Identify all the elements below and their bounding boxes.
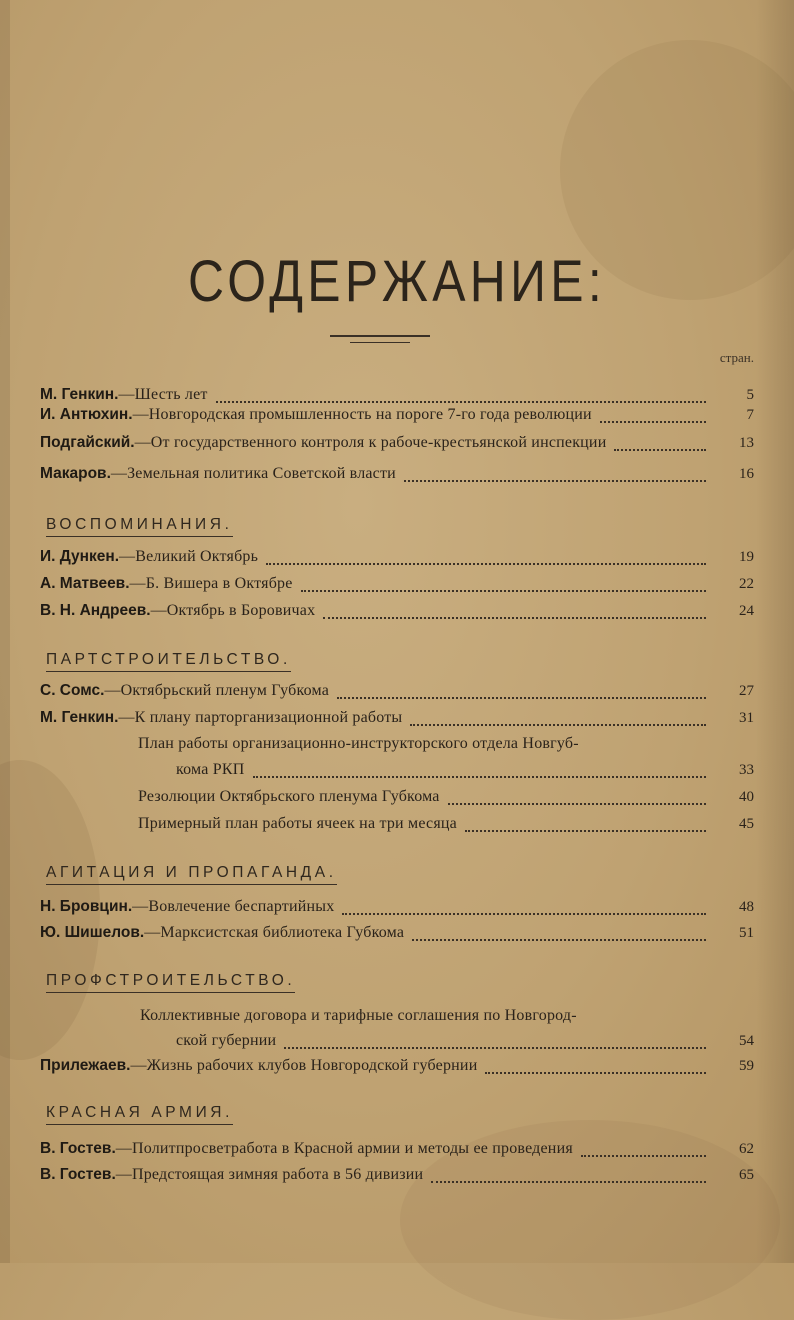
entry-title: —Жизнь рабочих клубов Новгородской губернии [130,1057,478,1074]
leader-dots [431,1173,706,1183]
entry-title: —Шесть лет [118,386,208,403]
toc-entry [176,1032,754,1056]
entry-author: И. Антюхин. [40,406,133,423]
toc-entry [40,602,754,626]
toc-entry [40,434,754,458]
page-column-header: стран. [719,350,754,365]
toc-entry [40,1057,754,1081]
toc-entry [40,682,754,706]
section-heading: ПАРТСТРОИТЕЛЬСТВО. [46,651,291,672]
entry-page: 13 [739,435,754,451]
entry-page: 19 [739,549,754,565]
entry-title: —Предстоящая зимняя работа в 56 дивизии [115,1166,424,1183]
leader-dots [465,822,706,832]
entry-page: 22 [739,576,754,592]
entry-page: 54 [739,1033,754,1049]
entry-page: 31 [739,710,754,726]
entry-title: Коллективные договора и тарифные соглашения по Новгород- [140,1007,577,1024]
toc-entry [40,924,754,948]
entry-author: М. Генкин. [40,386,119,403]
entry-title: —Вовлечение беспартийных [132,898,335,915]
leader-dots [323,609,706,619]
entry-title: —Великий Октябрь [119,548,259,565]
entry-author: В. Гостев. [40,1140,116,1157]
title-divider [330,335,430,337]
toc-entry [40,709,754,733]
entry-author: С. Сомс. [40,682,105,699]
leader-dots [410,716,706,726]
entry-page: 40 [739,789,754,805]
entry-author: В. Н. Андреев. [40,602,151,619]
entry-page: 5 [746,387,754,403]
entry-page: 16 [739,466,754,482]
toc-entry [40,1140,754,1164]
entry-title: —От государственного контроля к рабоче-крестьянской инспекции [134,434,607,451]
toc-entry [138,788,754,812]
toc-entry [40,898,754,922]
entry-title: —Октябрьский пленум Губкома [104,682,330,699]
leader-dots [266,555,706,565]
section-heading: ПРОФСТРОИТЕЛЬСТВО. [46,972,295,993]
entry-page: 62 [739,1141,754,1157]
leader-dots [301,582,706,592]
section-heading: АГИТАЦИЯ И ПРОПАГАНДА. [46,864,337,885]
entry-page: 51 [739,925,754,941]
toc-entry [176,761,754,785]
leader-dots [485,1064,706,1074]
toc-entry [40,548,754,572]
entry-author: Н. Бровцин. [40,898,133,915]
toc-entry [40,406,754,430]
entry-title: —Октябрь в Боровичах [150,602,316,619]
entry-author: Прилежаев. [40,1057,131,1074]
entry-title: Примерный план работы ячеек на три месяца [138,815,457,832]
section-heading: КРАСНАЯ АРМИЯ. [46,1104,233,1125]
toc-entry [140,1007,712,1031]
page-title: СОДЕРЖАНИЕ: [187,249,607,314]
entry-page: 59 [739,1058,754,1074]
entry-title: —Земельная политика Советской власти [110,465,396,482]
entry-title: —Политпросветработа в Красной армии и методы ее проведения [115,1140,573,1157]
entry-page: 24 [739,603,754,619]
entry-author: В. Гостев. [40,1166,116,1183]
entry-author: Макаров. [40,465,111,482]
entry-page: 45 [739,816,754,832]
section-heading: ВОСПОМИНАНИЯ. [46,516,233,537]
toc-entry [40,1166,754,1190]
entry-author: Подгайский. [40,434,135,451]
leader-dots [216,393,706,403]
leader-dots [412,931,706,941]
entry-page: 48 [739,899,754,915]
page-edge-shadow [756,0,794,1263]
entry-author: М. Генкин. [40,709,119,726]
page-edge-shadow [0,0,10,1263]
leader-dots [404,472,706,482]
entry-author: И. Дункен. [40,548,120,565]
entry-title: Резолюции Октябрьского пленума Губкома [138,788,440,805]
entry-title: —Марксистская библиотека Губкома [144,924,405,941]
entry-page: 27 [739,683,754,699]
entry-title: —Б. Вишера в Октябре [129,575,293,592]
entry-title: —К плану парторганизационной работы [118,709,403,726]
entry-title: —Новгородская промышленность на пороге 7-го года революции [132,406,592,423]
entry-page: 7 [746,407,754,423]
toc-entry [40,465,754,489]
toc-entry [138,735,708,759]
leader-dots [284,1039,706,1049]
leader-dots [253,768,707,778]
entry-author: А. Матвеев. [40,575,130,592]
toc-entry [40,575,754,599]
title-divider [350,342,410,343]
leader-dots [614,441,706,451]
entry-title: кома РКП [176,761,245,778]
entry-author: Ю. Шишелов. [40,924,145,941]
leader-dots [342,905,706,915]
toc-entry [138,815,754,839]
entry-page: 33 [739,762,754,778]
entry-page: 65 [739,1167,754,1183]
leader-dots [337,689,706,699]
entry-title: ской губернии [176,1032,277,1049]
leader-dots [600,413,706,423]
entry-title: План работы организационно-инструкторского отдела Новгуб- [138,735,579,752]
leader-dots [448,795,706,805]
leader-dots [581,1147,706,1157]
